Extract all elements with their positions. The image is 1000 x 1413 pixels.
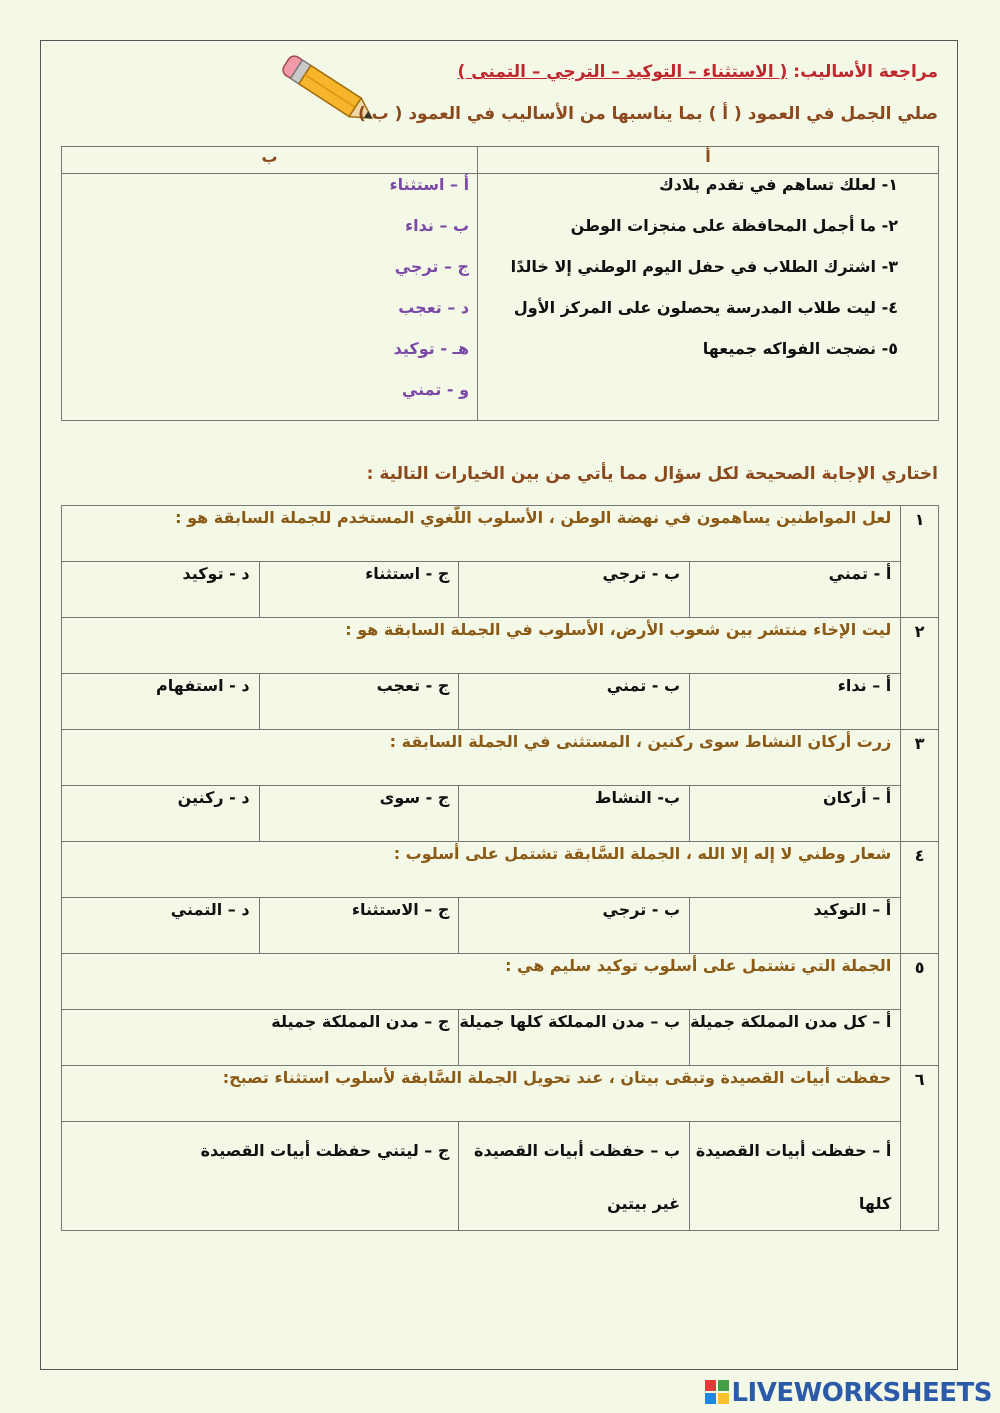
style-option[interactable]: و - تمني — [401, 380, 470, 399]
answer-choice[interactable]: ج – الاستثناء — [259, 898, 459, 954]
answer-choice[interactable]: ب – حفظت أبيات القصيدة غير بيتين — [459, 1122, 690, 1231]
question-number: ٢ — [901, 618, 939, 730]
page-title — [458, 62, 938, 82]
style-option[interactable]: أ – استثناء — [389, 175, 470, 194]
question-text: شعار وطني لا إله إلا الله ، الجملة السَّابقة تشتمل على أسلوب : — [62, 842, 901, 898]
sentence-item[interactable]: ٥- نضجت الفواكه جميعها — [702, 339, 898, 358]
answer-choice[interactable]: د - ركنين — [62, 786, 260, 842]
column-a-header: أ — [478, 147, 939, 174]
answer-choice[interactable]: د – التمني — [62, 898, 260, 954]
question-text: لعل المواطنين يساهمون في نهضة الوطن ، الأسلوب اللّغوي المستخدم للجملة السابقة هو : — [62, 506, 901, 562]
answer-choice[interactable]: أ - تمني — [690, 562, 901, 618]
question-number: ٤ — [901, 842, 939, 954]
answer-choice[interactable]: أ – أركان — [690, 786, 901, 842]
question-number: ٣ — [901, 730, 939, 842]
answer-choice[interactable]: ب – مدن المملكة كلها جميلة — [459, 1010, 690, 1066]
sentence-item[interactable]: ٤- ليت طلاب المدرسة يحصلون على المركز الأول — [513, 298, 898, 317]
answer-choice[interactable]: ب - تمني — [459, 674, 690, 730]
style-option[interactable]: هـ - توكيد — [393, 339, 470, 358]
answer-choice[interactable]: ج – ليتني حفظت أبيات القصيدة — [62, 1122, 459, 1231]
answer-choice[interactable]: أ – التوكيد — [690, 898, 901, 954]
answer-choice[interactable]: ج - سوى — [259, 786, 459, 842]
brand-name: LIVEWORKSHEETS — [731, 1378, 992, 1408]
question-number: ٦ — [901, 1066, 939, 1231]
brand-mark-icon — [705, 1380, 729, 1404]
sentence-item[interactable]: ٣- اشترك الطلاب في حفل اليوم الوطني إلا خالدًا — [510, 257, 898, 276]
answer-choice[interactable]: ب- النشاط — [459, 786, 690, 842]
style-option[interactable]: ب – نداء — [404, 216, 470, 235]
title-topics: ( الاستثناء – التوكيد – الترجي – التمنى ) — [457, 62, 788, 82]
question-text: ليت الإخاء منتشر بين شعوب الأرض، الأسلوب في الجملة السابقة هو : — [62, 618, 901, 674]
question-number: ١ — [901, 506, 939, 618]
answer-choice[interactable]: ب - ترجي — [459, 898, 690, 954]
style-option[interactable]: د – تعجب — [398, 298, 470, 317]
mcq-table — [61, 505, 939, 1231]
column-a-sentences — [478, 174, 939, 421]
answer-choice[interactable]: أ – حفظت أبيات القصيدة كلها — [690, 1122, 901, 1231]
matching-instruction: صلي الجمل في العمود ( أ ) بما يناسبها من الأساليب في العمود ( ب ) — [357, 104, 938, 124]
answer-choice[interactable]: أ – نداء — [690, 674, 901, 730]
title-prefix: مراجعة الأساليب: — [793, 62, 938, 82]
sentence-item[interactable]: ١- لعلك تساهم في تقدم بلادك — [659, 175, 898, 194]
answer-choice[interactable]: ج - تعجب — [259, 674, 459, 730]
question-text: الجملة التي تشتمل على أسلوب توكيد سليم هي : — [62, 954, 901, 1010]
liveworksheets-logo[interactable] — [705, 1378, 992, 1408]
column-b-header: ب — [62, 147, 478, 174]
answer-choice[interactable]: د - استفهام — [62, 674, 260, 730]
answer-choice[interactable]: د - توكيد — [62, 562, 260, 618]
answer-choice[interactable]: أ – كل مدن المملكة جميلة — [690, 1010, 901, 1066]
question-text: زرت أركان النشاط سوى ركنين ، المستثنى في الجملة السابقة : — [62, 730, 901, 786]
sentence-item[interactable]: ٢- ما أجمل المحافظة على منجزات الوطن — [570, 216, 898, 235]
question-text: حفظت أبيات القصيدة وتبقى بيتان ، عند تحويل الجملة السَّابقة لأسلوب استثناء تصبح: — [62, 1066, 901, 1122]
matching-table — [61, 146, 939, 421]
answer-choice[interactable]: ب - ترجي — [459, 562, 690, 618]
mcq-instruction: اختاري الإجابة الصحيحة لكل سؤال مما يأتي من بين الخيارات التالية : — [366, 464, 938, 484]
question-number: ٥ — [901, 954, 939, 1066]
column-b-options — [62, 174, 478, 421]
answer-choice[interactable]: ج - استثناء — [259, 562, 459, 618]
answer-choice[interactable]: ج – مدن المملكة جميلة — [62, 1010, 459, 1066]
style-option[interactable]: ج – ترجي — [394, 257, 470, 276]
